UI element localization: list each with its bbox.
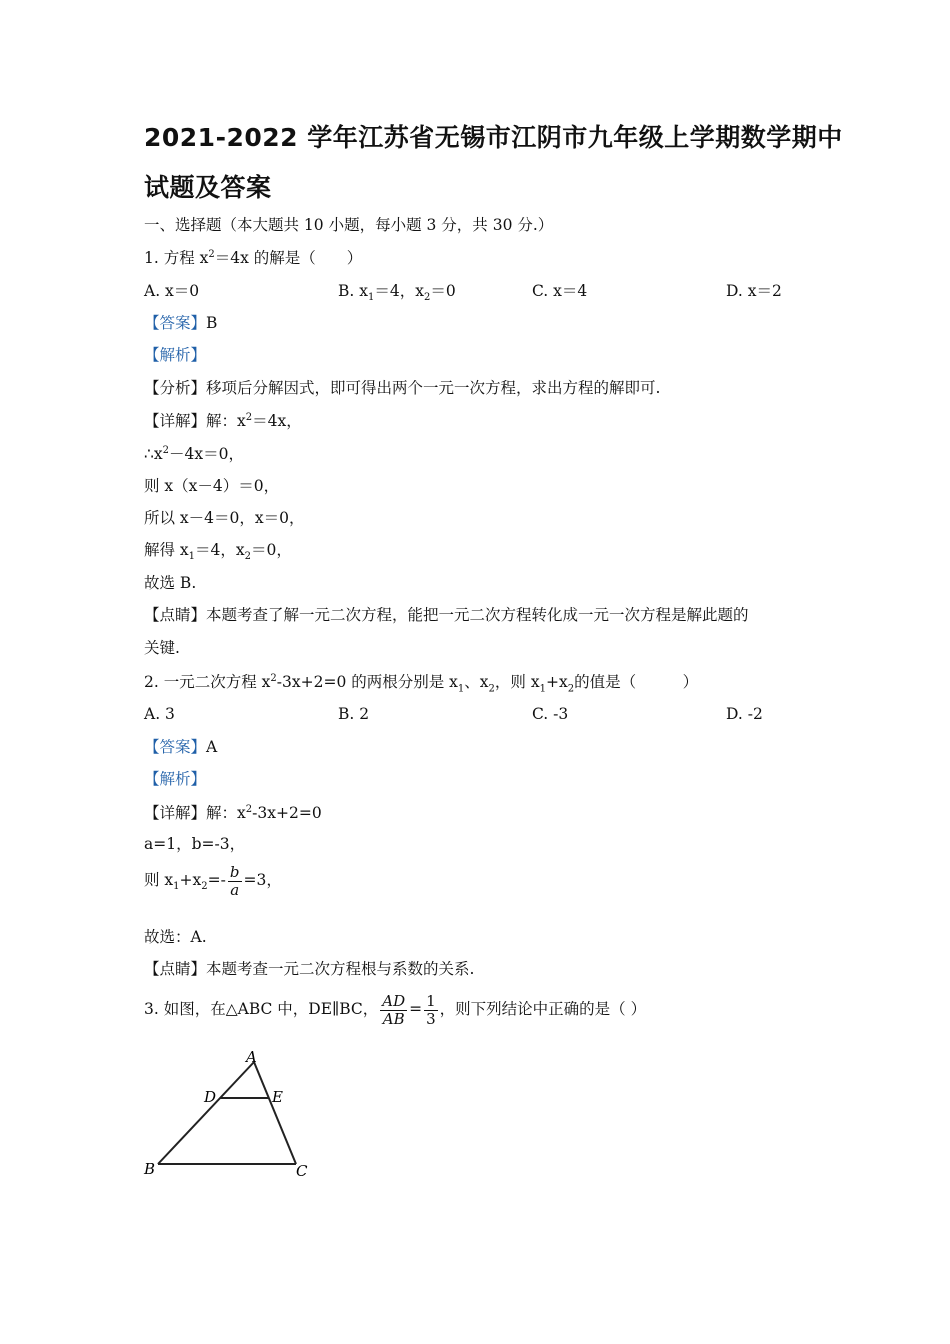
q1-option-d: D. x＝2 [726,282,782,300]
section-heading: 一、选择题（本大题共 10 小题，每小题 3 分，共 30 分.） [144,216,554,234]
label-a: A [246,1048,257,1066]
q1-answer: 【答案】B [144,314,218,332]
q1-step-5: 故选 B. [144,574,197,592]
fraction-ad-over-ab: $\frac{AD}{AB}$ [382,992,406,1028]
q1-step-1: $\therefore x^2-4x=0$， [144,445,244,464]
label-d: D [204,1088,217,1106]
q2-option-a: A. 3 [144,705,175,723]
document-title-line-2: 试题及答案 [144,173,272,202]
q1-fenxi: 【分析】移项后分解因式，即可得出两个一元一次方程，求出方程的解即可. [144,379,661,397]
q2-option-c: C. -3 [532,705,569,723]
q2-analysis-tag: 【解析】 [144,770,207,788]
answer-tag: 【答案】 [144,314,207,332]
q2-option-b: B. 2 [338,705,370,723]
question-3: 3. 如图，在△ABC 中，DE∥BC， $\frac{AD}{AB}$ = $\frac{1}{3}$ ，则下列结论中正确的是（ ） [144,992,647,1028]
q2-option-d: D. -2 [726,705,763,723]
q2-detail: 【详解】解：$x^2-3x+2=0$ [144,804,322,823]
label-b: B [144,1160,156,1178]
q1-option-c: C. x＝4 [532,282,588,300]
q2-comment: 【点睛】本题考查一元二次方程根与系数的关系. [144,960,475,978]
q1-analysis-tag: 【解析】 [144,346,207,364]
q1-step-3: 所以 x－4＝0，x＝0， [144,509,305,527]
fraction-b-over-a: $\frac{b}{a}$ [229,863,240,899]
q1-comment: 【点睛】本题考查了解一元二次方程，能把一元二次方程转化成一元一次方程是解此题的 [144,606,749,624]
q1-step-2: 则 x（x－4）＝0， [144,477,280,495]
side-ab [158,1062,254,1164]
q2-answer: 【答案】A [144,738,218,756]
question-2: 2. 一元二次方程 $x^2-3x+2=0$ 的两根分别是 $x_1$、$x_2$，则 $x_1+x_2$的值是（ ） [144,673,699,695]
label-e: E [272,1088,283,1106]
document-title-line-1: 2021-2022 学年江苏省无锡市江阴市九年级上学期数学期中 [144,123,843,152]
question-1: 1. 方程 $x^2=4x$ 的解是（ ） [144,249,363,268]
q1-option-a: A. x＝0 [144,282,200,300]
q1-detail: 【详解】解：$x^2=4x$， [144,412,302,431]
q2-step-1: a=1，b=-3， [144,835,246,853]
q1-step-4: 解得 $x_1=4$，$x_2=0$， [144,541,292,563]
side-ac [254,1062,296,1164]
q1-option-b: B. $x_1=4$，$x_2=0$ [338,282,456,304]
q1-comment-cont: 关键. [144,639,180,657]
q2-step-3: 故选：A. [144,928,207,946]
label-c: C [296,1162,308,1180]
fraction-one-third: $\frac{1}{3}$ [426,992,436,1028]
triangle-figure [140,1048,320,1180]
q2-step-2: 则 $x_1+x_2=-$ $\frac{b}{a}$ =3， [144,863,282,899]
